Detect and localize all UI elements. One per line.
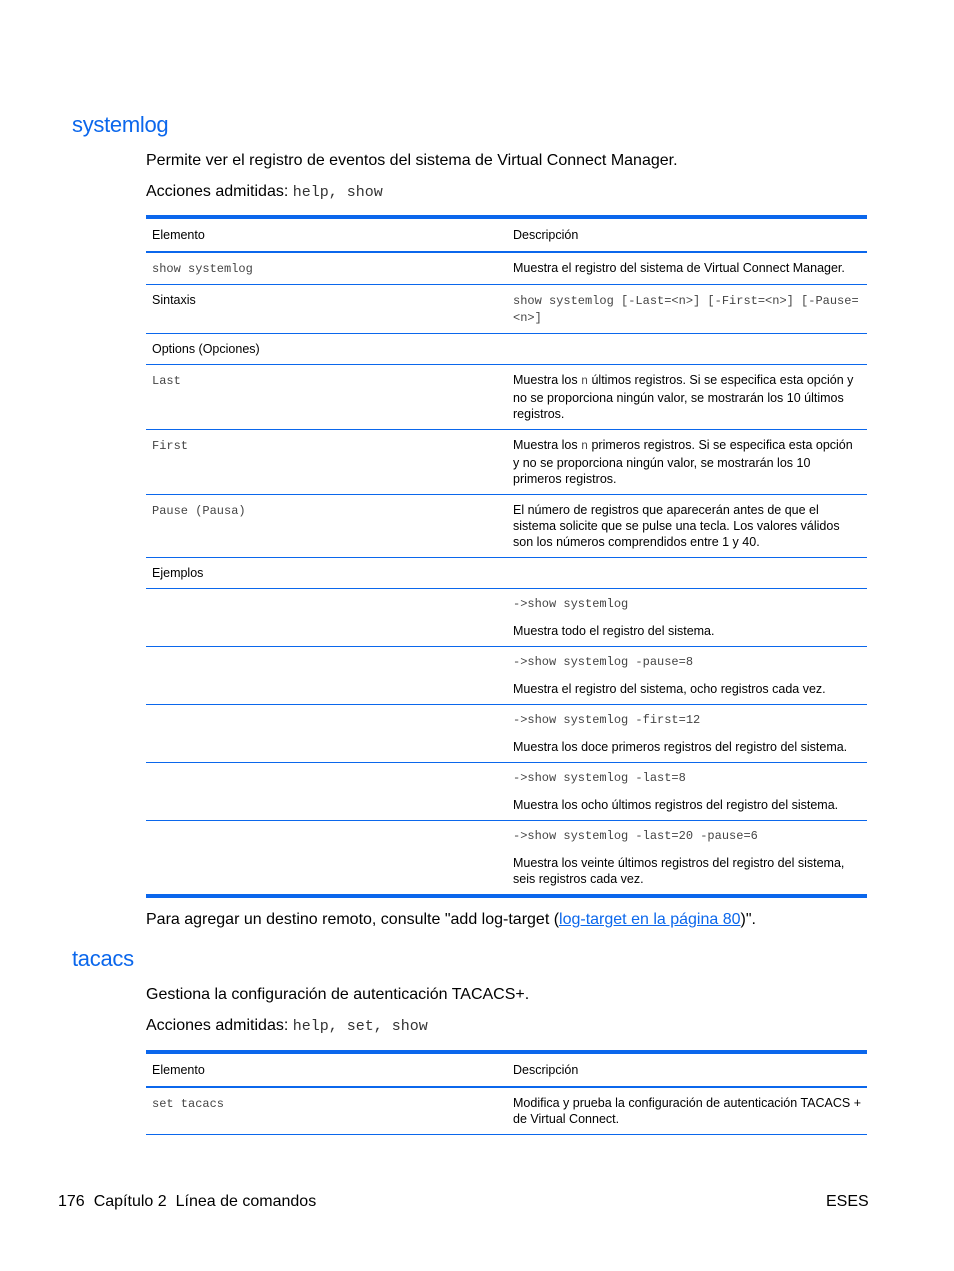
- systemlog-actions: [146, 182, 383, 203]
- log-target-link[interactable]: log-target en la página 80: [559, 911, 741, 928]
- systemlog-description: Permite ver el registro de eventos del sistema de Virtual Connect Manager.: [146, 152, 678, 169]
- page-footer-locale: ESES: [826, 1193, 869, 1210]
- actions-colon: :: [283, 1017, 293, 1034]
- table-row: [146, 495, 867, 558]
- option-description: Muestra los n primeros registros. Si se especifica esta opción y no se proporciona ningún valor, se mostrarán los 10 primeros registros.: [507, 430, 867, 495]
- header-description: Descripción: [507, 1052, 867, 1087]
- tacacs-actions: [146, 1016, 428, 1037]
- example-description: Muestra el registro del sistema, ocho registros cada vez.: [513, 682, 826, 696]
- example-description: Muestra los veinte últimos registros del registro del sistema, seis registros cada vez.: [513, 856, 845, 886]
- page-number: 176: [58, 1193, 85, 1210]
- actions-commands: help, set, show: [292, 1018, 428, 1035]
- actions-label: Acciones admitidas: [146, 183, 284, 200]
- table-row: [146, 334, 867, 365]
- tacacs-description: Gestiona la configuración de autenticación TACACS+.: [146, 986, 530, 1003]
- command-name: show systemlog: [152, 262, 253, 276]
- remote-target-note: Para agregar un destino remoto, consulte "add log-target (log-target en la página 80)".: [146, 911, 756, 928]
- table-row: [146, 365, 867, 430]
- command-description: Modifica y prueba la configuración de autenticación TACACS + de Virtual Connect.: [507, 1087, 867, 1135]
- example-description: Muestra los doce primeros registros del registro del sistema.: [513, 740, 848, 754]
- section-title-systemlog: systemlog: [72, 112, 169, 137]
- syntax-label: Sintaxis: [146, 285, 507, 334]
- table-row: [146, 285, 867, 334]
- header-element: Elemento: [146, 1052, 507, 1087]
- example-cell: [507, 821, 867, 897]
- table-row: [146, 1087, 867, 1135]
- actions-label: Acciones admitidas: [146, 1017, 284, 1034]
- table-header-row: [146, 217, 867, 252]
- command-name: set tacacs: [152, 1097, 225, 1111]
- option-name: Pause (Pausa): [152, 504, 246, 518]
- actions-commands: help, show: [292, 184, 383, 201]
- table-row: [146, 763, 867, 821]
- table-row: [146, 821, 867, 897]
- table-row: [146, 252, 867, 285]
- table-header-row: [146, 1052, 867, 1087]
- example-command: ->show systemlog -last=8: [513, 771, 686, 785]
- page-footer-left: [58, 1192, 316, 1212]
- header-description: Descripción: [507, 217, 867, 252]
- chapter-label: Capítulo 2: [93, 1193, 167, 1210]
- example-cell: [507, 647, 867, 705]
- example-cell: [507, 705, 867, 763]
- tacacs-table: [146, 1050, 867, 1135]
- option-name: First: [152, 439, 189, 453]
- example-command: ->show systemlog: [513, 597, 629, 611]
- table-row: [146, 647, 867, 705]
- table-row: [146, 558, 867, 589]
- example-cell: [507, 763, 867, 821]
- option-name: Last: [152, 374, 181, 388]
- header-element: Elemento: [146, 217, 507, 252]
- example-command: ->show systemlog -last=20 -pause=6: [513, 829, 758, 843]
- example-command: ->show systemlog -pause=8: [513, 655, 694, 669]
- chapter-title: Línea de comandos: [175, 1193, 317, 1210]
- syntax-value: show systemlog [-Last=<n>] [-First=<n>] [-Pause=<n>]: [513, 294, 859, 325]
- example-command: ->show systemlog -first=12: [513, 713, 701, 727]
- actions-colon: :: [283, 183, 293, 200]
- options-label: Options (Opciones): [146, 334, 507, 365]
- option-description: Muestra los n últimos registros. Si se especifica esta opción y no se proporciona ningún valor, se mostrarán los 10 últimos registros.: [507, 365, 867, 430]
- section-title-tacacs: tacacs: [72, 946, 134, 971]
- examples-label: Ejemplos: [146, 558, 507, 589]
- systemlog-table: [146, 215, 867, 898]
- table-row: [146, 705, 867, 763]
- table-row: [146, 430, 867, 495]
- example-cell: [507, 589, 867, 647]
- table-row: [146, 589, 867, 647]
- command-description: Muestra el registro del sistema de Virtual Connect Manager.: [507, 252, 867, 285]
- option-description: El número de registros que aparecerán antes de que el sistema solicite que se pulse una tecla. Los valores válidos son los números comprendidos entre 1 y 40.: [507, 495, 867, 558]
- example-description: Muestra los ocho últimos registros del registro del sistema.: [513, 798, 839, 812]
- example-description: Muestra todo el registro del sistema.: [513, 624, 715, 638]
